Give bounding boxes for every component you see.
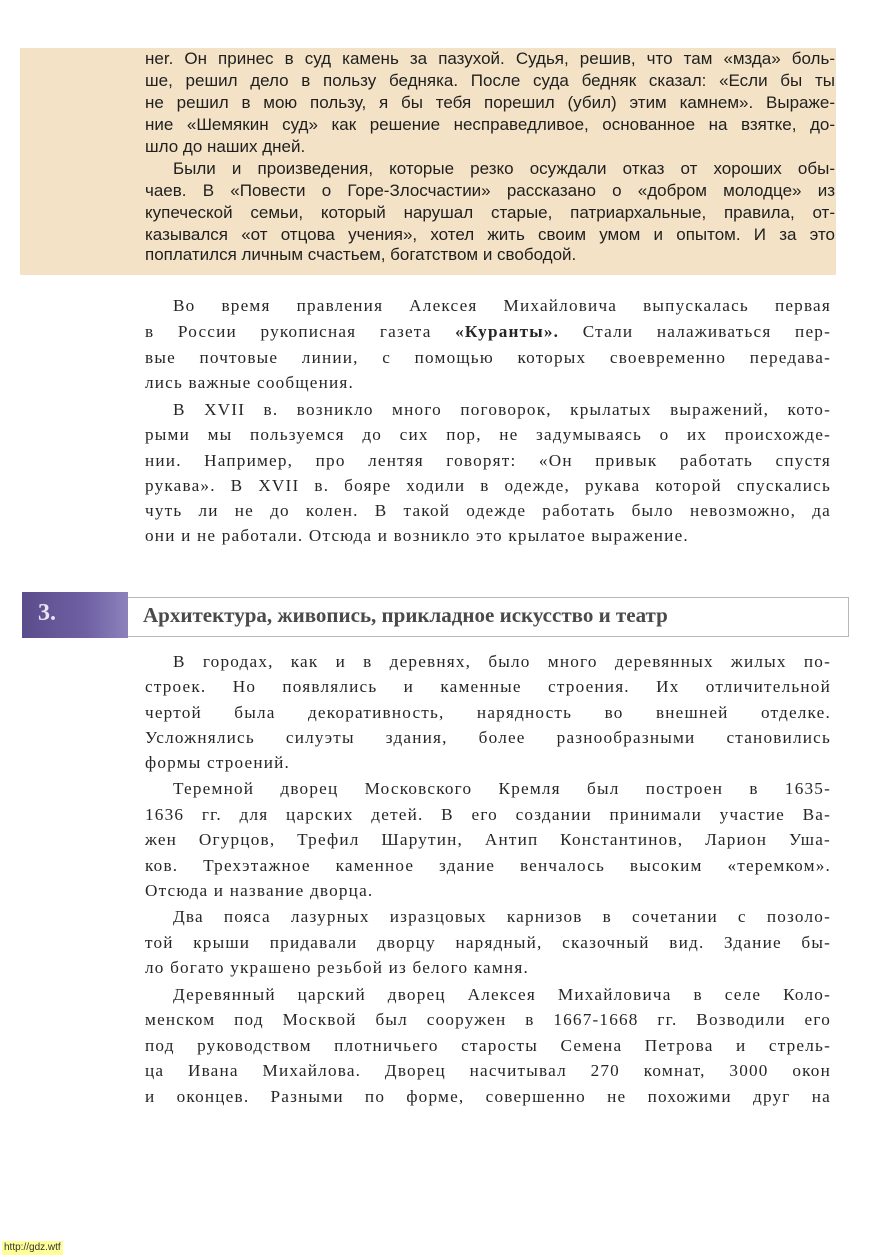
body-line: рыми мы пользуемся до сих пор, не задумываясь о их происхожде-	[145, 425, 831, 444]
body-line: лись важные сообщения.	[145, 373, 355, 392]
sidebar-line: ние «Шемякин суд» как решение несправедливое, основанное на взятке, до-	[145, 115, 835, 134]
body-line: нии. Например, про лентяя говорят: «Он привык работать спустя	[145, 451, 831, 470]
sidebar-line: не решил в мою пользу, я бы тебя порешил (убил) этим камнем». Выраже-	[145, 93, 835, 112]
body-line: ло богато украшено резьбой из белого камня.	[145, 958, 529, 977]
body-line: менском под Москвой был сооружен в 1667-1668 гг. Возводили его	[145, 1010, 831, 1029]
body-line: Усложнялись силуэты здания, более разнообразными становились	[145, 728, 831, 747]
body-line: рукава». В XVII в. бояре ходили в одежде, рукава которой спускались	[145, 476, 831, 495]
sidebar-line: поплатился личным счастьем, богатством и свободой.	[145, 245, 577, 264]
watermark-link[interactable]: http://gdz.wtf	[4, 1242, 61, 1253]
section-title: Архитектура, живопись, прикладное искусство и театр	[143, 603, 668, 627]
body-line: Отсюда и название дворца.	[145, 881, 374, 900]
body-line: под руководством плотничьего старосты Семена Петрова и стрель-	[145, 1036, 831, 1055]
body-line: ков. Трехэтажное каменное здание венчалось высоким «теремком».	[145, 856, 831, 875]
sidebar-line: купеческой семьи, который нарушал старые, патриархальные, правила, от-	[145, 203, 835, 222]
sidebar-line: неr. Он принес в суд камень за пазухой. Судья, решив, что там «мзда» боль-	[145, 49, 835, 68]
body-line: и оконцев. Разными по форме, совершенно не похожими друг на	[145, 1087, 831, 1106]
section-number: 3.	[38, 600, 56, 626]
body-line: жен Огурцов, Трефил Шарутин, Антип Константинов, Ларион Уша-	[145, 830, 831, 849]
body-line: Во время правления Алексея Михайловича выпускалась первая	[173, 296, 831, 315]
body-line: Два пояса лазурных изразцовых карнизов в сочетании с позоло-	[173, 907, 831, 926]
body-line: ца Ивана Михайлова. Дворец насчитывал 270 комнат, 3000 окон	[145, 1061, 831, 1080]
body-line: Деревянный царский дворец Алексея Михайловича в селе Коло-	[173, 985, 831, 1004]
body-line: строек. Но появлялись и каменные строения. Их отличительной	[145, 677, 831, 696]
body-line: формы строений.	[145, 753, 291, 772]
body-line: 1636 гг. для царских детей. В его создании принимали участие Ва-	[145, 805, 831, 824]
sidebar-line: Были и произведения, которые резко осуждали отказ от хороших обы-	[173, 159, 835, 178]
body-line: чертой была декоративность, нарядность во внешней отделке.	[145, 703, 831, 722]
sidebar-line: шло до наших дней.	[145, 137, 306, 156]
body-text: в России рукописная газета	[145, 322, 456, 341]
body-line: Теремной дворец Московского Кремля был построен в 1635-	[173, 779, 831, 798]
body-line-kuranty	[145, 319, 831, 345]
body-line: В городах, как и в деревнях, было много деревянных жилых по-	[173, 652, 831, 671]
body-line: они и не работали. Отсюда и возникло это крылатое выражение.	[145, 526, 689, 545]
sidebar-line: чаев. В «Повести о Горе-Злосчастии» рассказано о «добром молодце» из	[145, 181, 835, 200]
body-line: вые почтовые линии, с помощью которых своевременно передава-	[145, 348, 831, 367]
sidebar-line: ше, решил дело в пользу бедняка. После суда бедняк сказал: «Если бы ты	[145, 71, 835, 90]
body-line: В XVII в. возникло много поговорок, крылатых выражений, кото-	[173, 400, 831, 419]
body-line: чуть ли не до колен. В такой одежде работать было невозможно, да	[145, 501, 831, 520]
body-text: Стали налаживаться пер-	[559, 322, 831, 341]
body-line: той крыши придавали дворцу нарядный, сказочный вид. Здание бы-	[145, 933, 831, 952]
kuranty-term: «Куранты».	[455, 322, 560, 341]
sidebar-line: казывался «от отцова учения», хотел жить своим умом и опытом. И за это	[145, 225, 835, 244]
